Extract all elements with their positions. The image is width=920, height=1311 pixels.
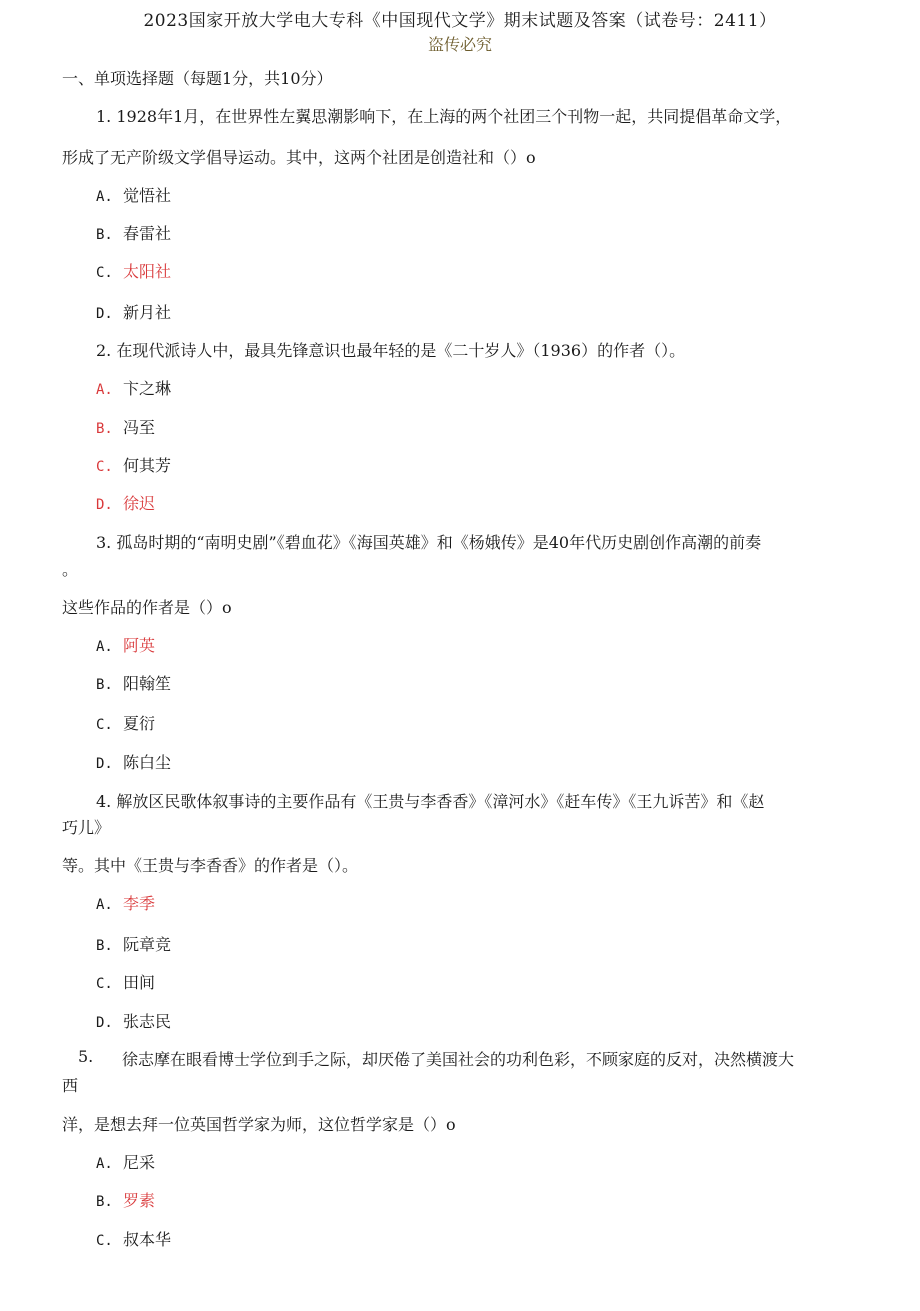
option-text-answer: 阿英 [123, 636, 156, 655]
question-4-line-2: 巧儿》 [62, 818, 111, 837]
option-letter: D. [96, 1015, 113, 1031]
option-text-answer: 卞之琳 [123, 379, 172, 398]
question-3-option-b [96, 671, 171, 694]
option-letter: C. [96, 717, 113, 733]
option-letter: B. [96, 1194, 113, 1210]
question-1-option-d [96, 300, 171, 323]
document-title: 2023国家开放大学电大专科《中国现代文学》期末试题及答案（试卷号：2411） [143, 11, 777, 31]
question-1-option-c [96, 259, 171, 282]
question-4-line-1: 4. 解放区民歌体叙事诗的主要作品有《王贵与李香香》《漳河水》《赶车传》《王九诉苦》和《赵 [96, 792, 765, 811]
question-1-line-1: 1. 1928年1月，在世界性左翼思潮影响下，在上海的两个社团三个刊物一起，共同提倡革命文学， [96, 107, 792, 126]
question-2-option-d [96, 491, 155, 514]
option-text-answer: 太阳社 [123, 262, 172, 281]
option-text: 觉悟社 [123, 186, 172, 205]
section-heading: 一、单项选择题（每题1分，共10分） [62, 69, 333, 88]
option-text: 阳翰笙 [123, 674, 172, 693]
question-4-option-d [96, 1009, 171, 1032]
question-4-option-b [96, 932, 171, 955]
question-5-option-a [96, 1150, 155, 1173]
question-2-line-1: 2. 在现代派诗人中，最具先锋意识也最年轻的是《二十岁人》（1936）的作者（）。 [96, 341, 686, 360]
option-letter: C. [96, 265, 113, 281]
option-text: 叔本华 [123, 1230, 172, 1249]
option-text: 张志民 [123, 1012, 172, 1031]
question-2-option-a [96, 376, 171, 399]
question-3-line-1: 3. 孤岛时期的“南明史剧”《碧血花》《海国英雄》和《杨娥传》是40年代历史剧创作高潮的前奏 [96, 533, 762, 552]
option-text: 春雷社 [123, 224, 172, 243]
option-letter: B. [96, 227, 113, 243]
option-letter: B. [96, 938, 113, 954]
question-4-option-a [96, 891, 155, 914]
option-text-answer: 李季 [123, 894, 156, 913]
option-text: 陈白尘 [123, 753, 172, 772]
option-text-answer: 冯至 [123, 418, 156, 437]
question-5-line-1: 徐志摩在眼看博士学位到手之际，却厌倦了美国社会的功利色彩，不顾家庭的反对，决然横渡大 [122, 1050, 795, 1069]
question-5-option-b [96, 1188, 155, 1211]
question-5-line-2: 西 [62, 1076, 79, 1095]
question-2-option-b [96, 415, 155, 438]
question-1-option-b [96, 221, 171, 244]
option-text-answer: 罗素 [123, 1191, 156, 1210]
option-letter: C. [96, 459, 113, 475]
option-text: 阮章竞 [123, 935, 172, 954]
document-subtitle: 盗传必究 [427, 35, 492, 54]
question-5-option-c [96, 1227, 171, 1250]
option-letter: A. [96, 189, 113, 205]
option-letter: C. [96, 976, 113, 992]
option-letter: D. [96, 306, 113, 322]
option-letter: D. [96, 756, 113, 772]
option-text-answer: 何其芳 [123, 456, 172, 475]
option-text: 田间 [123, 973, 156, 992]
question-4-option-c [96, 970, 155, 993]
option-letter: B. [96, 677, 113, 693]
question-3-option-c [96, 711, 155, 734]
option-text-answer: 徐迟 [123, 494, 156, 513]
option-letter: C. [96, 1233, 113, 1249]
option-text: 新月社 [123, 303, 172, 322]
question-2-option-c [96, 453, 171, 476]
option-letter: D. [96, 497, 113, 513]
question-3-line-2: 。 [62, 560, 79, 579]
option-text: 夏衍 [123, 714, 156, 733]
option-letter: A. [96, 897, 113, 913]
option-text: 尼采 [123, 1153, 156, 1172]
question-4-line-3: 等。其中《王贵与李香香》的作者是（）。 [62, 856, 359, 875]
option-letter: B. [96, 421, 113, 437]
question-3-option-a [96, 633, 155, 656]
option-letter: A. [96, 382, 113, 398]
question-1-line-2: 形成了无产阶级文学倡导运动。其中，这两个社团是创造社和（）o [62, 148, 536, 167]
option-letter: A. [96, 639, 113, 655]
option-letter: A. [96, 1156, 113, 1172]
question-1-option-a [96, 183, 171, 206]
question-5-number: 5. [78, 1047, 94, 1066]
question-3-option-d [96, 750, 171, 773]
question-3-line-3: 这些作品的作者是（）o [62, 598, 232, 617]
question-5-line-3: 洋，是想去拜一位英国哲学家为师，这位哲学家是（）o [62, 1115, 456, 1134]
